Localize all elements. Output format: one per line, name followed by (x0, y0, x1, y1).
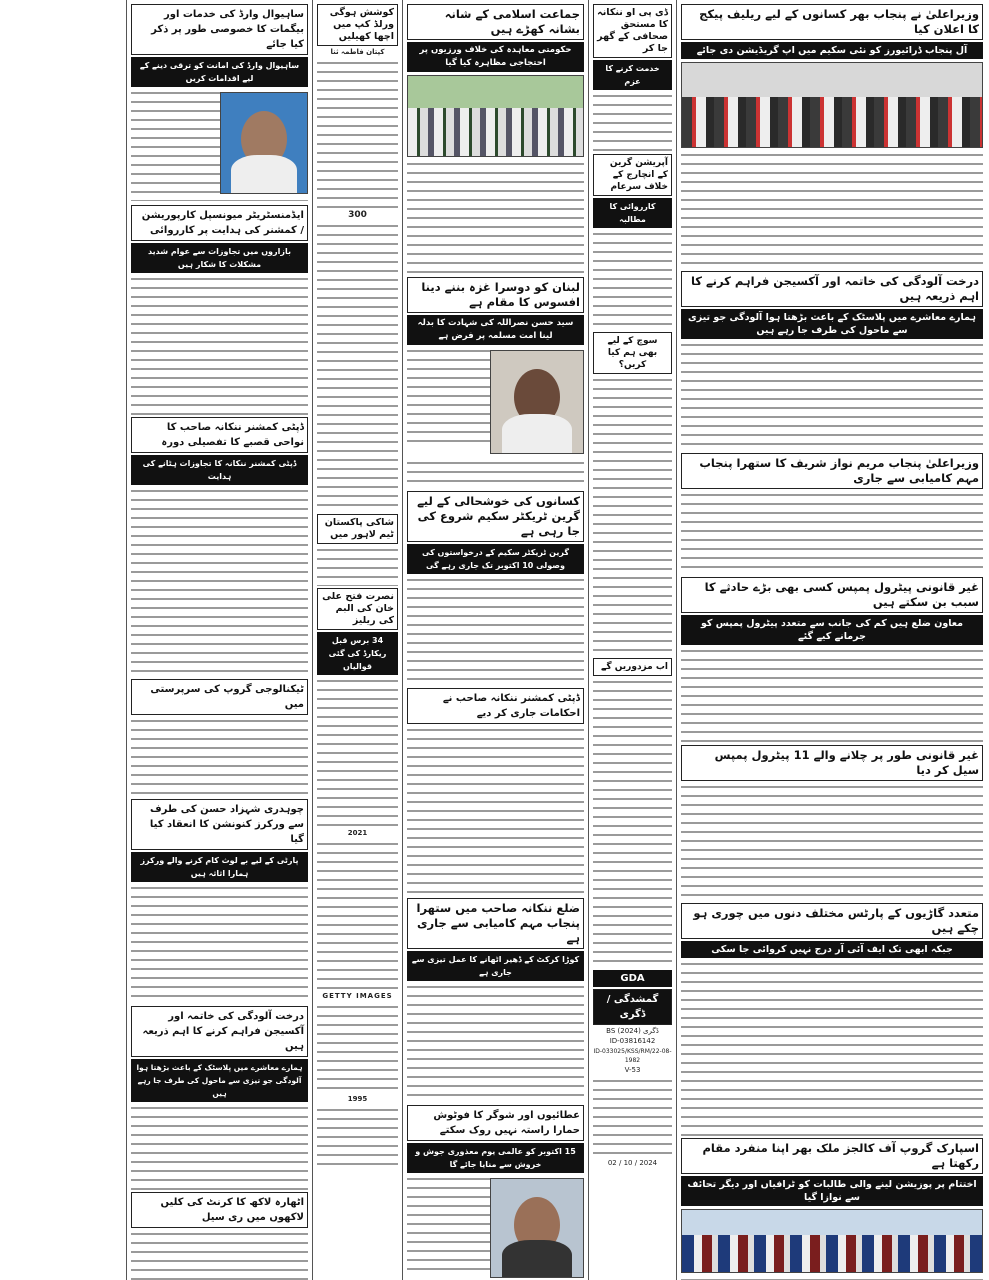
article-dc-text (407, 726, 584, 896)
column-second (588, 0, 676, 1280)
headline-quacks: عطائیوں اور شوگر کا فوٹوش حمارا راستہ نہیں روک سکتے (407, 1105, 584, 1141)
headline-dc-visit: ڈپٹی کمشنر ننکانہ صاحب کا نواحی قصبے کا تفصیلی دورہ (131, 417, 308, 453)
degree-date: 2024 / 10 / 02 (607, 1159, 658, 1167)
headline-spark-colleges: اسپارک گروپ آف کالجز ملک بھر اپنا منفرد مقام رکھتا ہے (681, 1138, 983, 1174)
column-third (402, 0, 588, 1280)
headline-pumps-sealed: غیر قانونی طور پر چلانے والے 11 پیٹرول پمپس سیل کر دیا (681, 745, 983, 781)
subhead-plastic-left: ہمارے معاشرے میں پلاسٹک کے باعث بڑھتا ہوا آلودگی جو تیزی سے ماحول کی طرف جا رہے ہیں (131, 1059, 308, 1102)
headline-suthra-punjab: وزیراعلیٰ پنجاب مریم نواز شریف کا ستھرا پنجاب مہم کامیابی سے جاری (681, 453, 983, 489)
article-dc-visit-text (131, 487, 308, 677)
figure-300: 300 (348, 210, 367, 220)
subhead-plastic: ہمارے معاشرے میں پلاسٹک کے باعث بڑھتا ہوا آلودگی جو تیزی سے ماحول کی طرف جا رہے ہیں (681, 309, 983, 339)
headline-resale: اٹھارہ لاکھ کا کرنٹ کی کلیں لاکھوں میں ری سیل (131, 1192, 308, 1228)
headline-jamaat: جماعت اسلامی کے شانہ بشانہ کھڑے ہیں (407, 4, 584, 40)
article-col4-lower (317, 840, 398, 990)
headline-administrator: ایڈمنسٹریٹر میونسپل کارپوریشن / کمشنر کی ہدایت پر کارروائی (131, 205, 308, 241)
article-col4-middle (317, 222, 398, 512)
degree-reg: ID-033025/KSS/RM/22-08-1982 (593, 1048, 672, 1064)
photo-man-portrait (490, 1178, 584, 1278)
article-tractor-text (407, 576, 584, 686)
article-trees-text (681, 341, 983, 451)
degree-code: V-53 (624, 1066, 641, 1074)
headline-labourers: اب مزدوریں گے (593, 658, 672, 676)
caption-getty: GETTY IMAGES (322, 992, 393, 1000)
headline-trees-left: درخت آلودگی کی خاتمہ اور آکسیجن فراہم کرنے کا اہم ذریعہ ہیں (131, 1006, 308, 1057)
article-technology-text (131, 717, 308, 797)
figure-2021: 2021 (347, 829, 368, 837)
subhead-encroachments: بازاروں میں تجاوزات سے عوام شدید مشکلات کا شکار ہیں (131, 243, 308, 273)
column-right (676, 0, 987, 1280)
column-left (126, 0, 312, 1280)
photo-bearded-man (490, 350, 584, 454)
article-col4-end (317, 1106, 398, 1166)
subhead-service: خدمت کرنے کا عزم (593, 60, 672, 90)
subhead-workers: پارٹی کے لیے بے لوث کام کرنے والے ورکرز ہمارا اثاثہ ہیں (131, 852, 308, 882)
article-worldcup-text (317, 59, 398, 209)
headline-dpo-journalist: ڈی پی او ننکانہ کا مستحق صحافی کے گھر جا کر (593, 4, 672, 58)
headline-green-tractor: کسانوں کی خوشحالی کے لیے گرین ٹریکٹر سکیم شروع کی جا رہی ہے (407, 491, 584, 542)
degree-name: ڈگری BS (2024) (606, 1027, 659, 1035)
article-suthra-text (681, 491, 983, 575)
article-trees-left-text (131, 1104, 308, 1190)
figure-1995: 1995 (347, 1095, 368, 1103)
subhead-disability-day: 15 اکتوبر کو عالمی یوم معذوری جوش و خروش سے منایا جائے گا (407, 1143, 584, 1173)
headline-lost-degree: گمشدگی / ڈگری (593, 989, 672, 1025)
subhead-fir: جبکہ ابھی تک ایف آئی آر درج نہیں کروائی جا سکی (681, 941, 983, 958)
subhead-sahiwal: ساہیوال وارڈ کی امانت کو ترقی دینے کے لیے اقدامات کریں (131, 57, 308, 87)
headline-relief-package: وزیراعلیٰ نے پنجاب بھر کسانوں کے لیے ریلیف پیکج کا اعلان کیا (681, 4, 983, 40)
caption-captain: کپتان فاطمہ ثنا (330, 48, 385, 56)
degree-id: ID-03816142 (609, 1037, 656, 1045)
headline-dc-orders: ڈپٹی کمشنر ننکانہ صاحب نے احکامات جاری کر دیے (407, 688, 584, 724)
article-administrator-text (131, 275, 308, 415)
article-hockey-text (317, 546, 398, 586)
article-resale-text (131, 1230, 308, 1280)
subhead-tractor-date: گرین ٹریکٹر سکیم کے درخواستوں کی وصولی 10 اکتوبر تک جاری رہے گی (407, 544, 584, 574)
photo-protest-group (407, 75, 584, 157)
subhead-qawwalis: 34 برس قبل ریکارڈ کی گئی قوالیاں (317, 632, 398, 675)
article-col2-long (593, 376, 672, 656)
headline-nusrat-album: نصرت فتح علی خان کی البم کی ریلیز (317, 588, 398, 630)
photo-college-event (681, 1209, 983, 1273)
headline-vehicle-parts: متعدد گاڑیوں کے پارٹس مختلف دنوں میں چوری ہو چکے ہیں (681, 903, 983, 939)
article-relief-text (681, 151, 983, 269)
headline-trees: درخت آلودگی کی خاتمہ اور آکسیجن فراہم کرنے کا اہم ذریعہ ہیں (681, 271, 983, 307)
article-lebanon-cont (407, 459, 584, 489)
subhead-fines: معاون ضلع ہیں کم کی جانب سے متعدد پیٹرول پمپس کو جرمانے کیے گئے (681, 615, 983, 645)
headline-illegal-pumps: غیر قانونی پیٹرول پمپس کسی بھی بڑے حادثے کا سبب بن سکتے ہیں (681, 577, 983, 613)
column-fourth (312, 0, 402, 1280)
subhead-trophies: اختتام پر پوزیشن لینے والی طالبات کو ٹرافیاں اور دیگر تحائف سے نوازا گیا (681, 1176, 983, 1206)
article-college-text (681, 1276, 983, 1280)
article-dpo-text (593, 92, 672, 152)
article-degree-text (593, 1077, 672, 1157)
headline-nankana-suthra: ضلع ننکانہ صاحب میں ستھرا پنجاب مہم کامیابی سے جاری ہے (407, 898, 584, 949)
photo-man-white-shirt (220, 92, 308, 194)
article-jamaat-text (407, 160, 584, 275)
article-workers-text (131, 884, 308, 1004)
headline-hockey-team: شاکی پاکستان ٹیم لاہور میں (317, 514, 398, 544)
article-operation-text (593, 230, 672, 330)
article-labourers-text (593, 678, 672, 968)
headline-workers-convention: چوہدری شہزاد حسن کی طرف سے ورکرز کنونشن کا انعقاد کیا گیا (131, 799, 308, 850)
article-pumps-text (681, 647, 983, 743)
headline-sahiwal: ساہیوال وارڈ کی خدمات اور بیگمات کا خصوصی طور پر ذکر کیا جائے (131, 4, 308, 55)
subhead-protest: حکومتی معاہدہ کی خلاف ورزیوں پر احتجاجی مظاہرہ کیا گیا (407, 42, 584, 72)
subhead-dc-order: ڈپٹی کمشنر ننکانہ کا تجاوزات ہٹانے کی ہدایت (131, 455, 308, 485)
article-nankana-text (407, 983, 584, 1103)
subhead-drivers: آل پنجاب ڈرائیورز کو نئی سکیم میں اپ گریڈیشن دی جائے (681, 42, 983, 59)
article-nusrat-text (317, 677, 398, 827)
label-gda: GDA (593, 970, 672, 987)
headline-technology-group: ٹیکنالوجی گروپ کی سرپرستی میں (131, 679, 308, 715)
photo-officials-group (681, 62, 983, 148)
article-col4-bottom (317, 1003, 398, 1093)
subhead-nasrallah: سید حسن نصراللہ کی شہادت کا بدلہ لینا امت مسلمہ پر فرض ہے (407, 315, 584, 345)
question-box: سوچ کے لیے بھی ہم کیا کریں؟ (593, 332, 672, 374)
article-parts-text (681, 960, 983, 1136)
subhead-garbage: کوڑا کرکٹ کے ڈھیر اٹھانے کا عمل تیزی سے جاری ہے (407, 951, 584, 981)
headline-lebanon: لبنان کو دوسرا غزہ بننے دینا افسوس کا مقام ہے (407, 277, 584, 313)
headline-worldcup: کوشش ہوگی ورلڈ کپ میں اچھا کھیلیں (317, 4, 398, 46)
article-sealed-text (681, 783, 983, 901)
subhead-demand: کارروائی کا مطالبہ (593, 198, 672, 228)
headline-operation-green: آپریشن گرین کے انچارج کے خلاف سرعام (593, 154, 672, 196)
